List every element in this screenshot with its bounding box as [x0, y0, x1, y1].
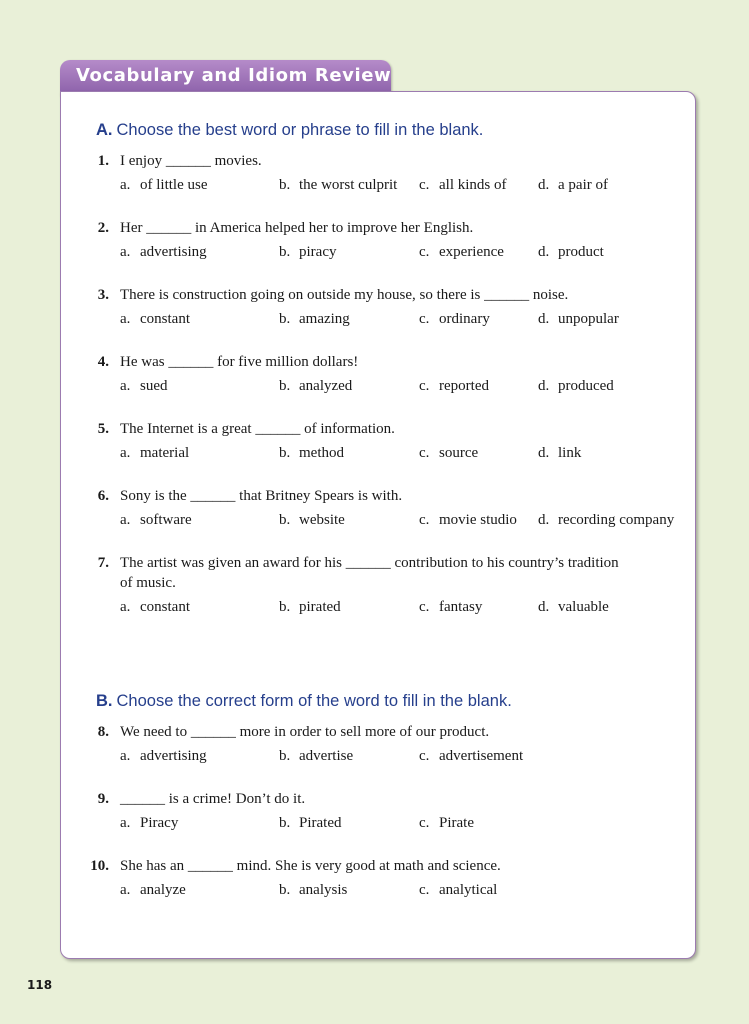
question-number: 3.: [97, 287, 109, 303]
question-number: 1.: [97, 153, 109, 169]
page-number: 118: [27, 978, 53, 992]
question-number: 5.: [97, 421, 109, 437]
section-a-instruction: Choose the best word or phrase to fill in the blank.: [116, 121, 484, 139]
option-b[interactable]: b. the worst culprit: [279, 177, 398, 193]
option-a[interactable]: a. constant: [120, 311, 190, 327]
option-b[interactable]: b. method: [279, 445, 344, 461]
question-number: 2.: [97, 220, 109, 236]
question-text: The Internet is a great ______ of information.: [120, 421, 395, 437]
question-number: 7.: [97, 555, 109, 571]
option-c[interactable]: c. source: [419, 445, 479, 461]
option-a[interactable]: a. constant: [120, 599, 190, 615]
option-d[interactable]: d. link: [538, 445, 582, 461]
option-a[interactable]: a. software: [120, 512, 192, 528]
question-text: Her ______ in America helped her to improve her English.: [120, 220, 474, 236]
option-b[interactable]: b. Pirated: [279, 815, 342, 831]
question-text: There is construction going on outside my house, so there is ______ noise.: [120, 287, 569, 303]
option-a[interactable]: a. advertising: [120, 244, 207, 260]
option-c[interactable]: c. experience: [419, 244, 504, 260]
section-a-letter: A.: [96, 121, 113, 139]
question-text: She has an ______ mind. She is very good at math and science.: [120, 858, 501, 874]
option-b[interactable]: b. website: [279, 512, 345, 528]
question-text: The artist was given an award for his ______ contribution to his country’s tradition: [120, 555, 619, 571]
section-b-letter: B.: [96, 692, 113, 710]
exercise-card: [60, 91, 696, 959]
question-text: He was ______ for five million dollars!: [120, 354, 359, 370]
option-d[interactable]: d. a pair of: [538, 177, 608, 193]
page-title: Vocabulary and Idiom Review: [76, 65, 392, 86]
option-d[interactable]: d. unpopular: [538, 311, 619, 327]
option-a[interactable]: a. advertising: [120, 748, 207, 764]
option-c[interactable]: c. advertisement: [419, 748, 524, 764]
question-number: 8.: [97, 724, 109, 740]
question-number: 9.: [97, 791, 109, 807]
option-b[interactable]: b. piracy: [279, 244, 337, 260]
option-b[interactable]: b. analyzed: [279, 378, 353, 394]
question-text: Sony is the ______ that Britney Spears is with.: [120, 488, 403, 504]
question-number: 4.: [97, 354, 109, 370]
question-number: 6.: [97, 488, 109, 504]
option-c[interactable]: c. Pirate: [419, 815, 474, 831]
question-text: ______ is a crime! Don’t do it.: [120, 791, 306, 807]
question-text-continued: of music.: [120, 575, 176, 591]
option-a[interactable]: a. sued: [120, 378, 168, 394]
option-a[interactable]: a. analyze: [120, 882, 186, 898]
option-a[interactable]: a. of little use: [120, 177, 208, 193]
option-c[interactable]: c. analytical: [419, 882, 498, 898]
option-d[interactable]: d. product: [538, 244, 604, 260]
option-d[interactable]: d. recording company: [538, 512, 675, 528]
option-a[interactable]: a. material: [120, 445, 190, 461]
option-b[interactable]: b. advertise: [279, 748, 354, 764]
section-b-instruction: Choose the correct form of the word to fill in the blank.: [116, 692, 512, 710]
option-c[interactable]: c. fantasy: [419, 599, 483, 615]
option-c[interactable]: c. movie studio: [419, 512, 517, 528]
option-d[interactable]: d. valuable: [538, 599, 609, 615]
section-b-heading: [96, 692, 512, 711]
option-b[interactable]: b. pirated: [279, 599, 341, 615]
option-c[interactable]: c. reported: [419, 378, 489, 394]
option-b[interactable]: b. amazing: [279, 311, 350, 327]
question-text: We need to ______ more in order to sell more of our product.: [120, 724, 490, 740]
option-c[interactable]: c. all kinds of: [419, 177, 507, 193]
option-c[interactable]: c. ordinary: [419, 311, 490, 327]
question-number: 10.: [90, 858, 109, 874]
option-a[interactable]: a. Piracy: [120, 815, 179, 831]
option-b[interactable]: b. analysis: [279, 882, 348, 898]
option-d[interactable]: d. produced: [538, 378, 614, 394]
question-text: I enjoy ______ movies.: [120, 153, 262, 169]
section-a-heading: [96, 121, 483, 140]
